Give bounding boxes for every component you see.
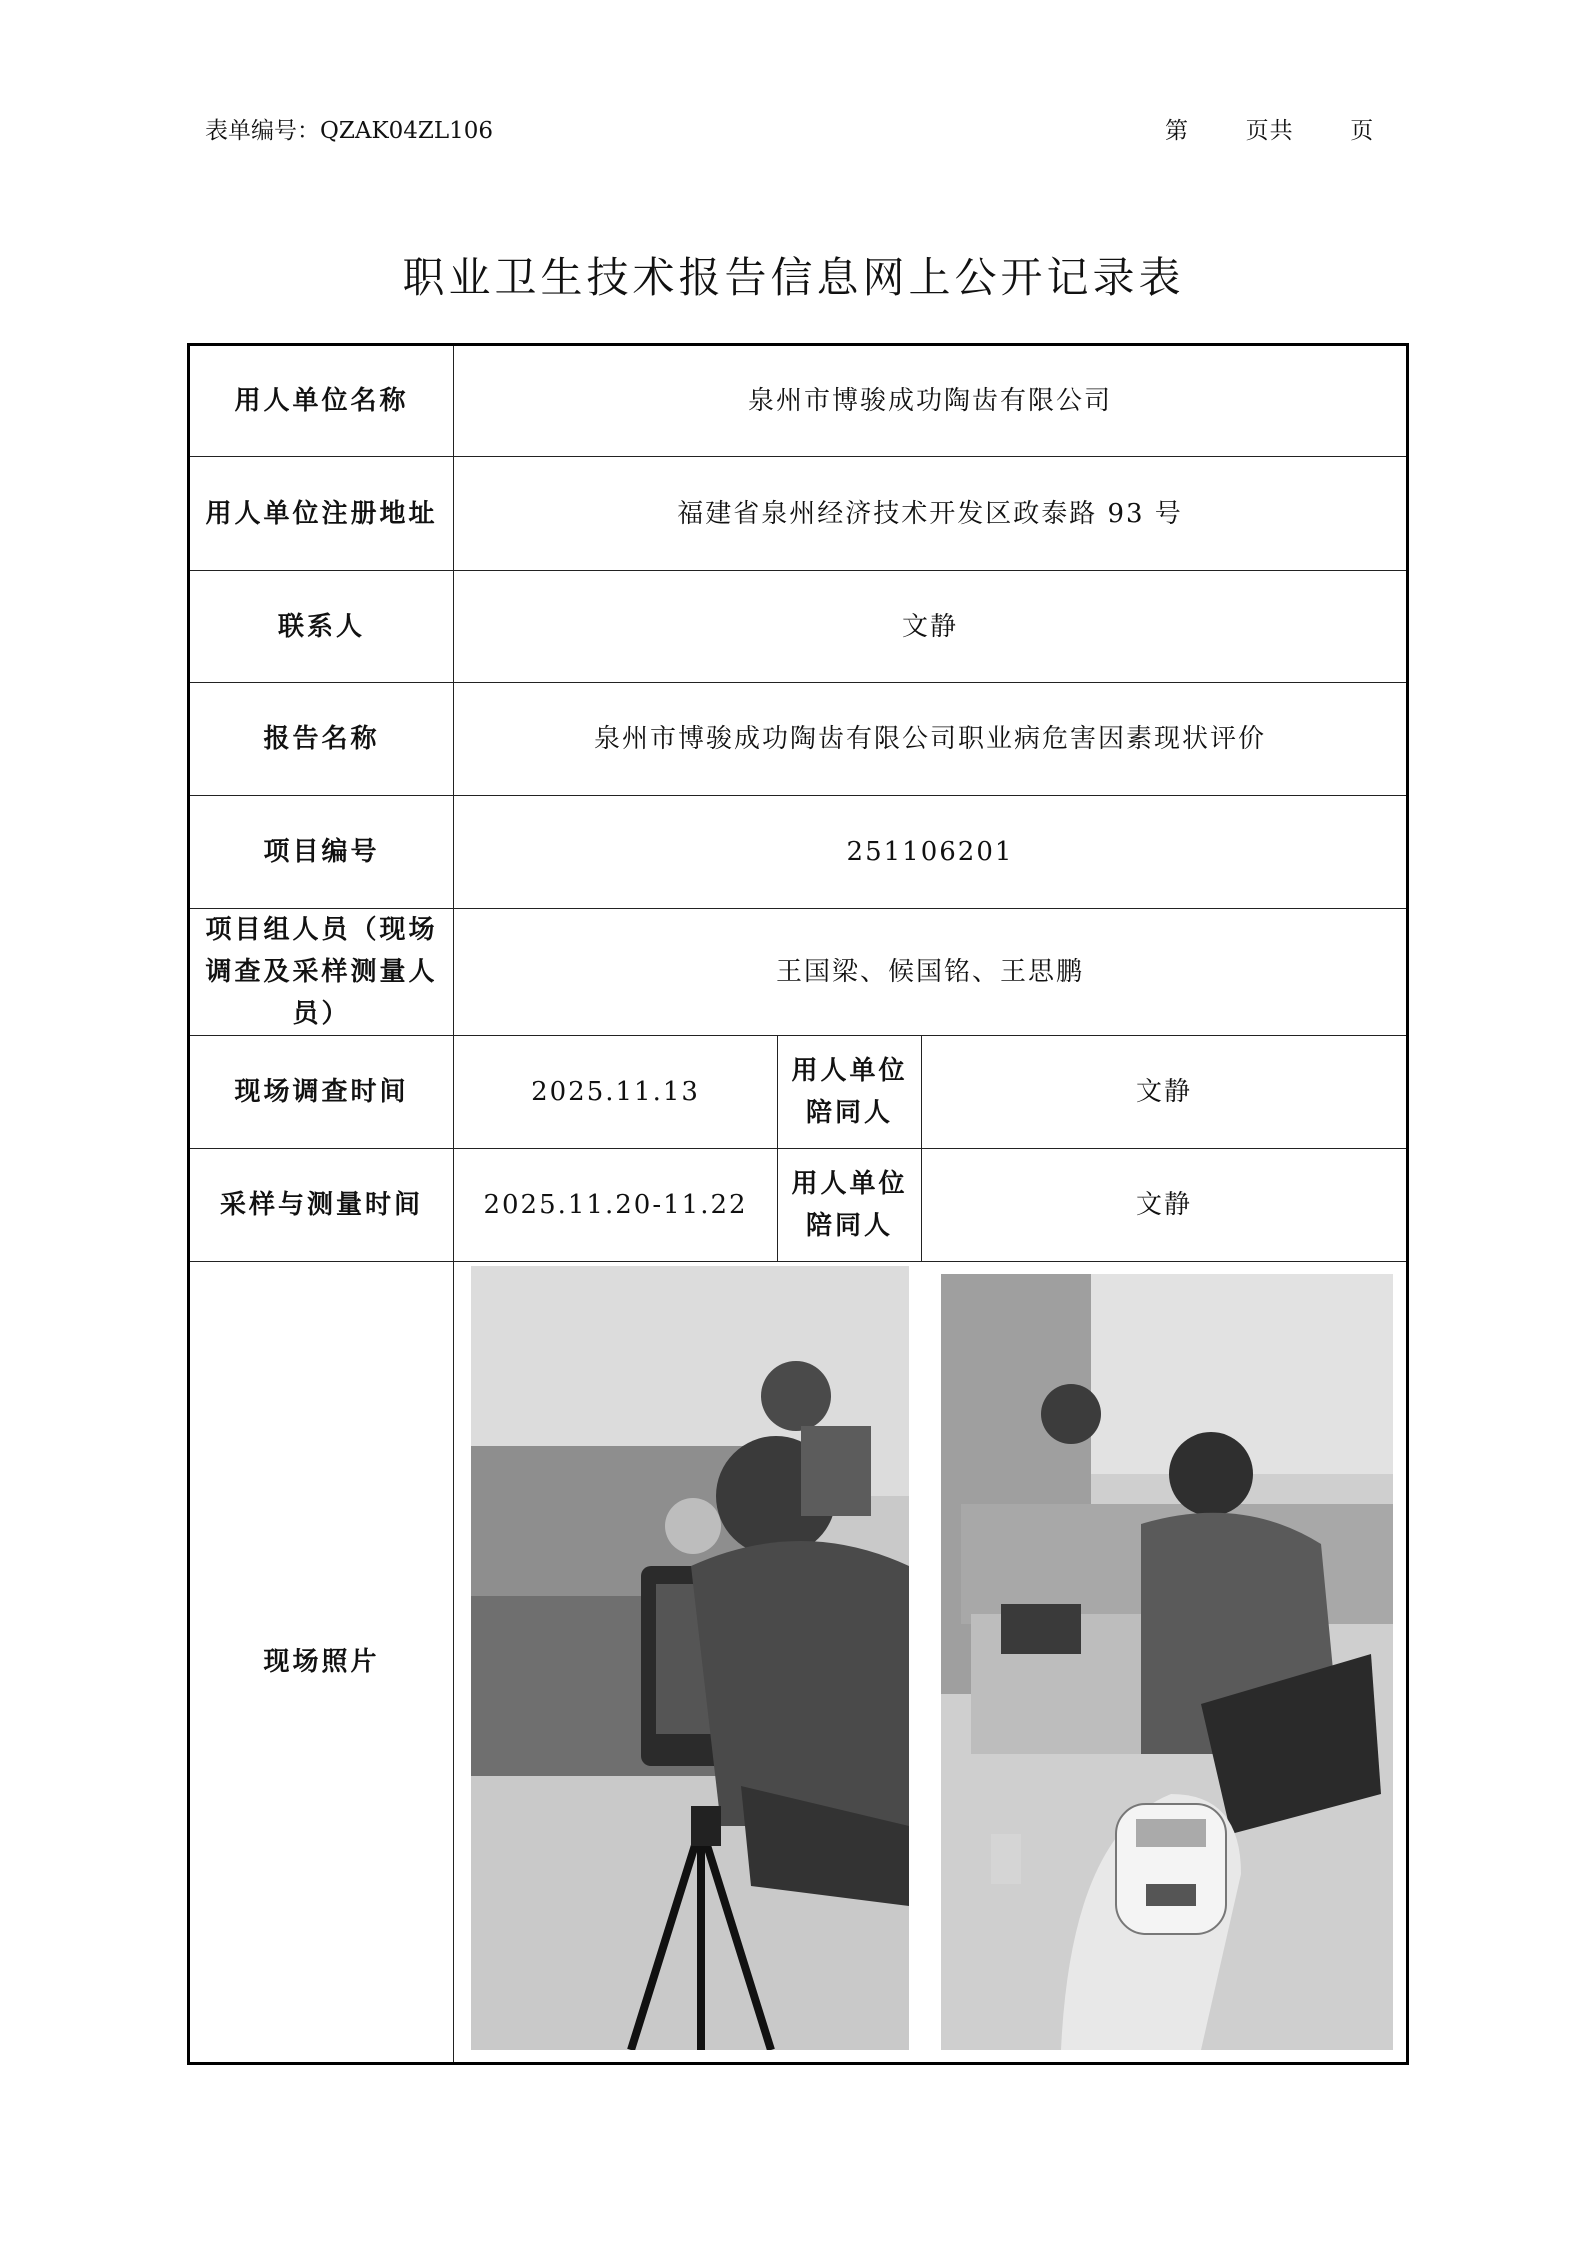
survey-escort-label: 用人单位陪同人 xyxy=(778,1036,922,1149)
page-label-2: 页共 xyxy=(1245,118,1294,144)
survey-time-label: 现场调查时间 xyxy=(189,1036,454,1149)
employer-name-label: 用人单位名称 xyxy=(189,345,454,457)
table-row xyxy=(189,683,1408,796)
photos-cell xyxy=(454,1262,1408,2064)
report-name-label: 报告名称 xyxy=(189,683,454,796)
page-label-3: 页 xyxy=(1350,118,1375,144)
photos-label: 现场照片 xyxy=(189,1262,454,2064)
table-row xyxy=(189,909,1408,1036)
site-photo-1 xyxy=(471,1266,909,2050)
table-row xyxy=(189,1262,1408,2064)
contact-label: 联系人 xyxy=(189,571,454,683)
table-row xyxy=(189,796,1408,909)
table-row xyxy=(189,345,1408,457)
site-photo-2 xyxy=(941,1274,1393,2050)
report-name-value: 泉州市博骏成功陶齿有限公司职业病危害因素现状评价 xyxy=(454,683,1408,796)
survey-time-value: 2025.11.13 xyxy=(454,1036,778,1149)
employer-name-value: 泉州市博骏成功陶齿有限公司 xyxy=(454,345,1408,457)
table-row xyxy=(189,571,1408,683)
table-row xyxy=(189,1036,1408,1149)
project-number-label: 项目编号 xyxy=(189,796,454,909)
contact-value: 文静 xyxy=(454,571,1408,683)
project-number-value: 251106201 xyxy=(454,796,1408,909)
team-label: 项目组人员（现场调查及采样测量人员） xyxy=(189,909,454,1036)
page-indicator xyxy=(1165,112,1374,145)
table-row xyxy=(189,457,1408,571)
table-row xyxy=(189,1149,1408,1262)
form-number: 表单编号：QZAK04ZL106 xyxy=(205,118,494,144)
sampling-time-label: 采样与测量时间 xyxy=(189,1149,454,1262)
sampling-escort-value: 文静 xyxy=(922,1149,1408,1262)
record-table xyxy=(187,343,1409,2065)
survey-escort-value: 文静 xyxy=(922,1036,1408,1149)
page-title: 职业卫生技术报告信息网上公开记录表 xyxy=(402,253,1185,302)
employer-address-label: 用人单位注册地址 xyxy=(189,457,454,571)
sampling-time-value: 2025.11.20-11.22 xyxy=(454,1149,778,1262)
employer-address-value: 福建省泉州经济技术开发区政泰路 93 号 xyxy=(454,457,1408,571)
team-value: 王国梁、候国铭、王思鹏 xyxy=(454,909,1408,1036)
sampling-escort-label: 用人单位陪同人 xyxy=(778,1149,922,1262)
page-label-1: 第 xyxy=(1165,118,1189,144)
